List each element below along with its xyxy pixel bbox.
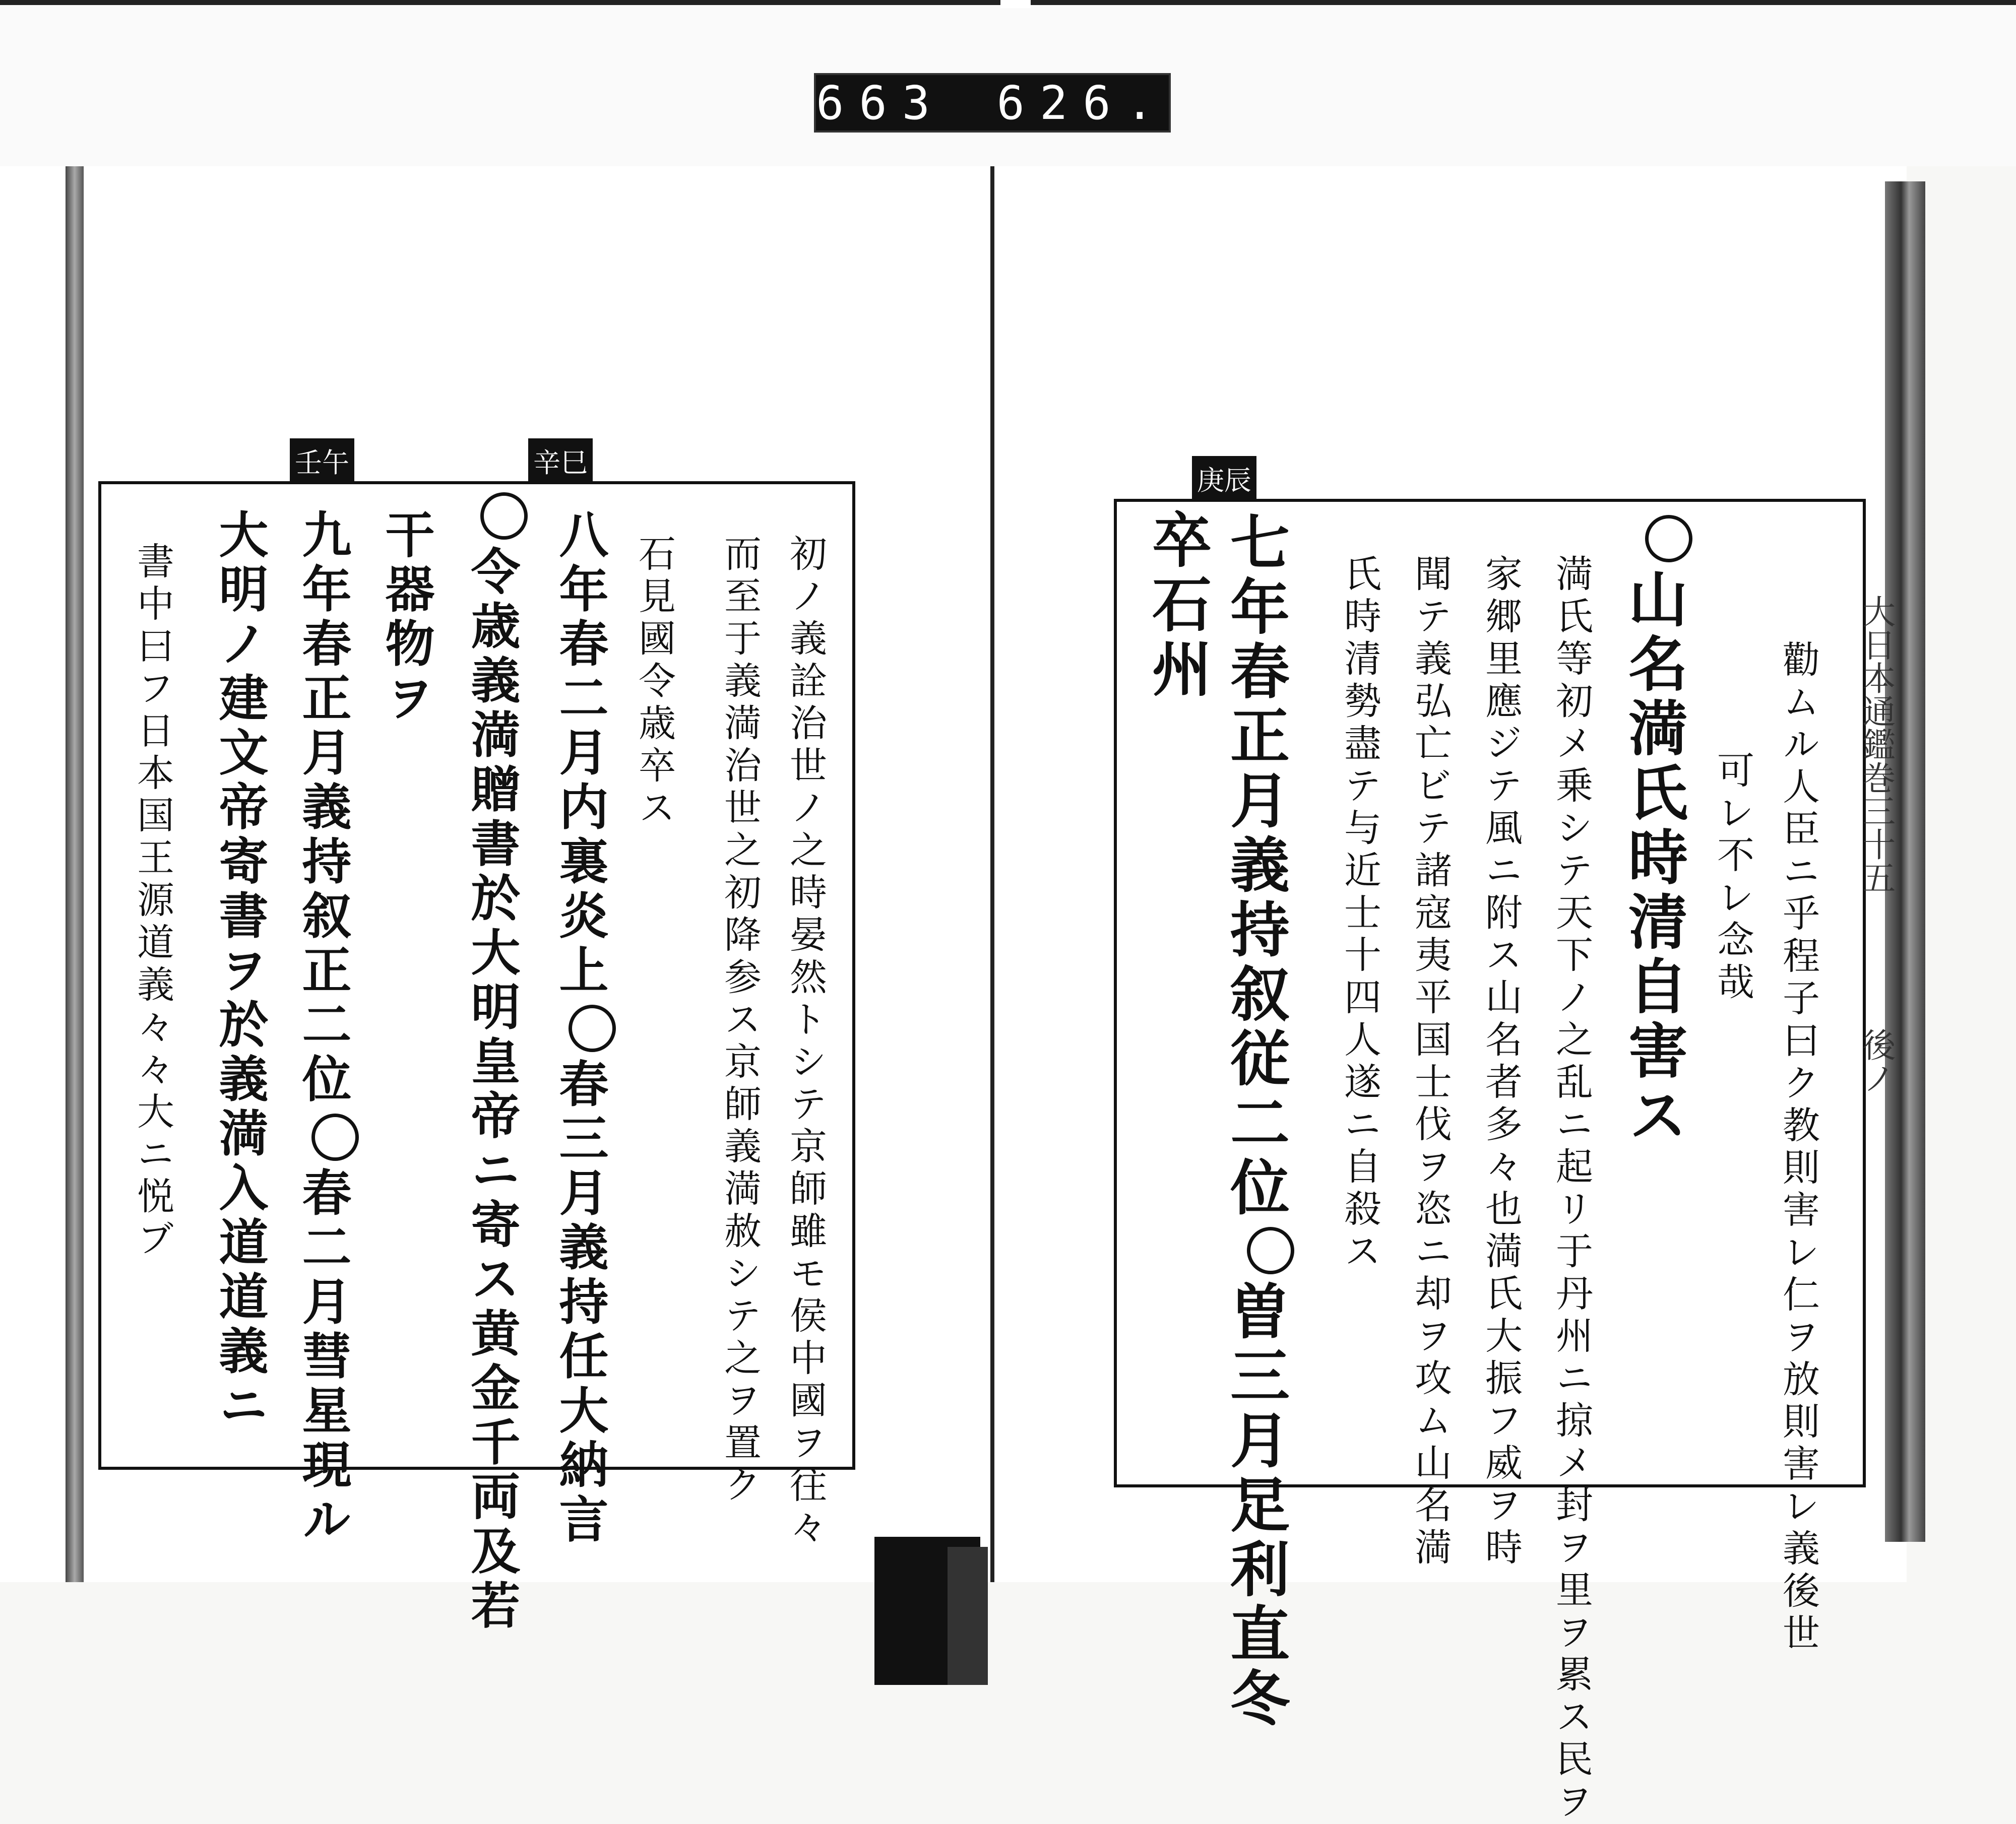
right-page-side-label: 後ノ	[1857, 1028, 1896, 1094]
entry-marker	[569, 1005, 616, 1052]
right-line-1: 勸ムル人臣ニ乎程子曰ク教則害レ仁ヲ放則害レ義後世	[1777, 640, 1820, 1656]
right-line-7: 氏時清勢盡テ与近士十四人遂ニ自殺ス	[1338, 554, 1381, 1274]
entry-marker	[1645, 515, 1692, 562]
right-line-5: 家郷里應ジテ風ニ附ス山名者多々也満氏大振フ威ヲ時	[1479, 554, 1523, 1570]
right-line-6: 聞テ義弘亡ビテ諸寇夷平国士伐ヲ恣ニ却ヲ攻ム山名満	[1409, 554, 1452, 1570]
right-heading: 山名満氏時清自害ス	[1610, 509, 1696, 1149]
date-tag-left-1: 壬午	[290, 438, 354, 483]
left-book-edge	[66, 166, 84, 1582]
left-line-10: 大明ノ建文帝寄書ヲ於義満入道道義ニ	[211, 509, 269, 1434]
left-line-2: 而至于義満治世之初降参ス京師義満赦シテ之ヲ置ク	[718, 534, 762, 1508]
left-line-3: 石見國令歳卒ス	[633, 534, 676, 830]
left-line-1: 初ノ義詮治世ノ之時晏然トシテ京師雖モ侯中國ヲ往々	[784, 534, 827, 1550]
left-line-8: 九年春正月義持叙正二位春二月彗星現ル	[287, 509, 359, 1548]
left-line-7: 干器物ヲ	[377, 509, 435, 727]
page-number-plate	[814, 73, 1171, 133]
page-number-right: 626.	[996, 76, 1169, 130]
right-line-4: 満氏等初メ乗シテ天下ノ之乱ニ起リ于丹州ニ掠メ封ヲ里ヲ累ス民ヲ	[1550, 554, 1593, 1824]
right-line-2: 可レ不レ念哉	[1711, 751, 1754, 1005]
date-tag-right: 庚辰	[1192, 456, 1256, 501]
scan-top-gap	[1000, 0, 1031, 8]
left-line-11: 書中曰フ日本国王源道義々々大ニ悦ブ	[131, 542, 174, 1261]
right-page-header: 大日本通鑑巻三十五	[1857, 595, 1896, 894]
page-number-left: 663	[816, 76, 946, 130]
binding-shadow-inner	[948, 1547, 988, 1685]
entry-marker	[480, 492, 528, 540]
right-line-10: 卒石州	[1142, 509, 1212, 702]
entry-marker	[1247, 1227, 1294, 1274]
left-line-6: 令歳義満贈書於大明皇帝ニ寄ス黄金千両及若	[456, 486, 528, 1634]
left-line-4: 八年春二月内裏炎上春三月義持任大納言	[544, 509, 616, 1548]
right-line-8: 七年春正月義持叙従二位曽三月足利直冬	[1212, 511, 1298, 1732]
date-tag-left-2: 辛巳	[528, 438, 593, 483]
entry-marker	[311, 1114, 359, 1161]
